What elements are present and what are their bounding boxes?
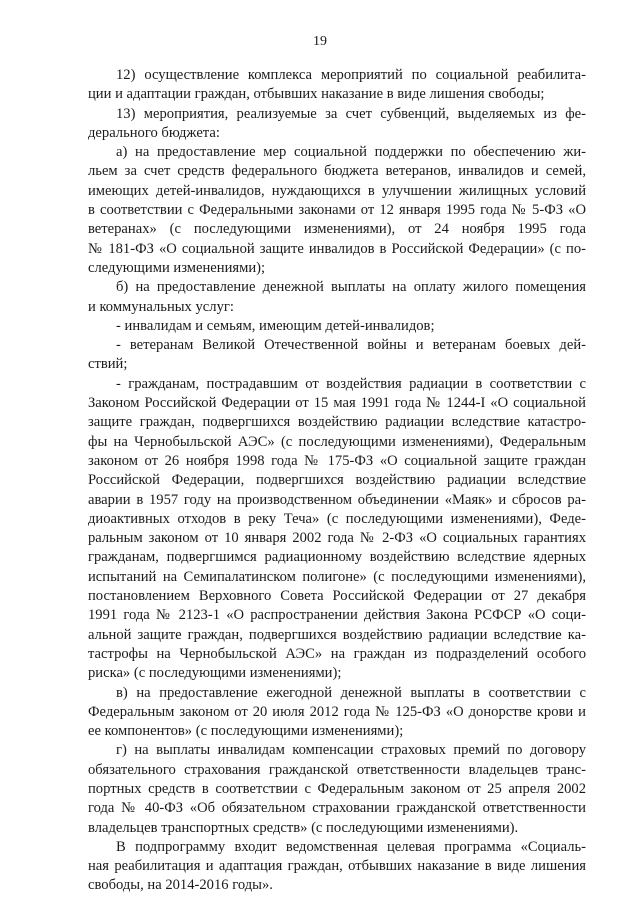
text-line: в соответствии с Федеральными законами от 12 января 1995 года № 5-ФЗ «О (88, 202, 586, 219)
text-line: альной защите граждан, подвергшихся воздействию радиации вследствие ка- (88, 626, 586, 643)
text-line: б) на предоставление денежной выплаты на оплату жилого помещения (116, 279, 586, 296)
text-line: обязательного страхования гражданской ответственности владельцев транс- (88, 761, 586, 778)
text-line: 1991 года № 2123-1 «О распространении действия Закона РСФСР «О соци- (88, 607, 586, 624)
text-line: ции и адаптации граждан, отбывших наказание в виде лишения свободы; (88, 86, 545, 103)
text-line: и коммунальных услуг: (88, 298, 234, 315)
text-line: ее компонентов» (с последующими изменениями); (88, 723, 404, 740)
text-line: Федеральным законом от 20 июля 2012 года № 125-ФЗ «О донорстве крови и (88, 703, 586, 720)
page-number: 19 (313, 34, 327, 49)
text-line: а) на предоставление мер социальной поддержки по обеспечению жи- (116, 144, 586, 161)
text-line: защите граждан, подвергшихся воздействию радиации вследствие катастро- (88, 414, 586, 431)
text-line: ная реабилитация и адаптация граждан, отбывших наказание в виде лишения (88, 858, 586, 875)
paragraph (88, 143, 586, 278)
paragraph (88, 336, 586, 375)
text-line: 12) осуществление комплекса мероприятий по социальной реабилита- (116, 67, 586, 83)
text-line: ральным законом от 10 января 2002 года № 2-ФЗ «О социальных гарантиях (88, 530, 586, 547)
text-line: г) на выплаты инвалидам компенсации страховых премий по договору (116, 742, 586, 759)
paragraph (88, 741, 586, 837)
text-line: законом от 26 ноября 1998 года № 175-ФЗ «О социальной защите граждан (88, 452, 586, 469)
paragraph (88, 684, 586, 742)
paragraph (88, 105, 586, 144)
text-line: Законом Российской Федерации от 15 мая 1991 года № 1244-I «О социальной (88, 395, 586, 412)
text-line: № 181-ФЗ «О социальной защите инвалидов в Российской Федерации» (с по- (88, 240, 586, 257)
paragraph (88, 317, 586, 336)
text-line: следующими изменениями); (88, 259, 266, 276)
text-line: испытаний на Семипалатинском полигоне» (с последующими изменениями), (88, 568, 586, 585)
text-line: имеющих детей-инвалидов, нуждающихся в улучшении жилищных условий (88, 182, 586, 199)
paragraph (88, 838, 586, 896)
text-line: льем за счет средств федерального бюджета ветеранов, инвалидов и семей, (88, 163, 586, 180)
text-line: Российской Федерации, подвергшихся воздействию радиации вследствие (88, 472, 586, 489)
text-line: - ветеранам Великой Отечественной войны и ветеранам боевых дей- (116, 337, 586, 354)
document-body (88, 66, 586, 896)
text-line: 13) мероприятия, реализуемые за счет субвенций, выделяемых из фе- (116, 105, 586, 122)
text-line: свободы, на 2014-2016 годы». (88, 877, 273, 894)
text-line: риска» (с последующими изменениями); (88, 665, 342, 682)
text-line: фы на Чернобыльской АЭС» (с последующими изменениями), Федеральным (88, 433, 586, 450)
text-line: портных средств в соответствии с Федеральным законом от 25 апреля 2002 (88, 780, 586, 797)
text-line: аварии в 1957 году на производственном объединении «Маяк» и сбросов ра- (88, 491, 586, 508)
paragraph (88, 66, 586, 105)
text-line: тастрофы на Чернобыльской АЭС» на граждан из подразделений особого (88, 645, 586, 662)
text-line: В подпрограмму входит ведомственная целевая программа «Социаль- (116, 838, 586, 855)
text-line: постановлением Верховного Совета Российской Федерации от 27 декабря (88, 588, 586, 605)
text-line: ветеранах» (с последующими изменениями), от 24 ноября 1995 года (88, 221, 586, 238)
text-line: гражданам, подвергшимся радиационному воздействию вследствие ядерных (88, 549, 586, 566)
text-line: - инвалидам и семьям, имеющим детей-инвалидов; (116, 317, 435, 334)
text-line: - гражданам, пострадавшим от воздействия радиации в соответствии с (116, 375, 586, 392)
text-line: ствий; (88, 356, 128, 373)
text-line: года № 40-ФЗ «Об обязательном страховании гражданской ответственности (88, 800, 586, 817)
text-line: дерального бюджета: (88, 124, 220, 141)
text-line: диоактивных отходов в реку Теча» (с последующими изменениями), Феде- (88, 510, 586, 527)
paragraph (88, 375, 586, 684)
text-line: в) на предоставление ежегодной денежной выплаты в соответствии с (116, 684, 586, 701)
paragraph (88, 278, 586, 317)
text-line: владельцев транспортных средств» (с последующими изменениями). (88, 819, 519, 836)
